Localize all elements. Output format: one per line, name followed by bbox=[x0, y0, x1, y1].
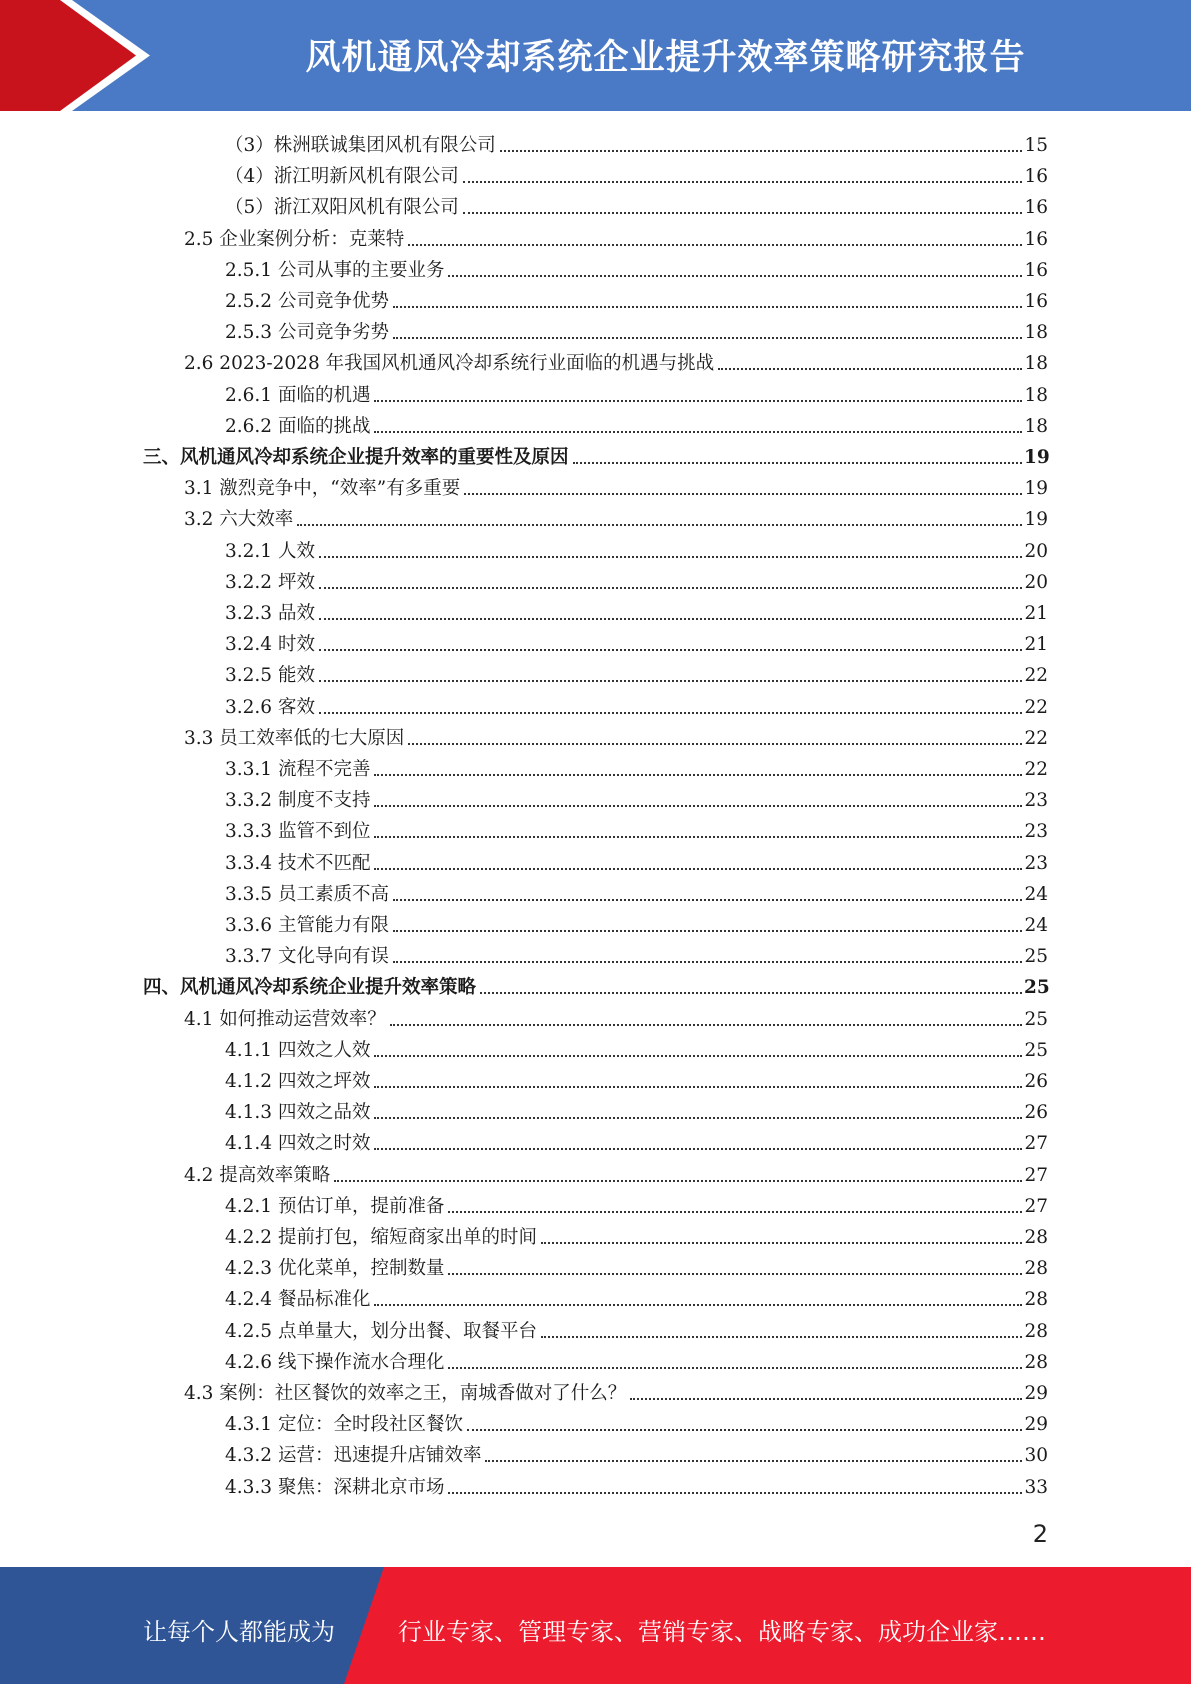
toc-entry-label: 2.6.1 面临的机遇 bbox=[225, 384, 371, 406]
toc-entry[interactable] bbox=[184, 220, 1048, 251]
toc-dot-leader bbox=[541, 1336, 1022, 1338]
toc-entry-label: 3.2.4 时效 bbox=[225, 634, 315, 656]
toc-entry-page: 27 bbox=[1024, 1195, 1048, 1217]
toc-entry-page: 16 bbox=[1024, 228, 1048, 250]
toc-dot-leader bbox=[393, 930, 1022, 932]
toc-entry-page: 20 bbox=[1024, 540, 1048, 562]
toc-dot-leader bbox=[464, 493, 1022, 495]
toc-entry[interactable] bbox=[184, 469, 1048, 500]
toc-entry-label: 2.5.1 公司从事的主要业务 bbox=[225, 259, 445, 281]
toc-entry[interactable] bbox=[225, 1218, 1048, 1249]
toc-entry[interactable] bbox=[225, 1468, 1048, 1499]
red-arrow-logo-icon bbox=[0, 0, 160, 111]
toc-entry-label: 2.5 企业案例分析：克莱特 bbox=[184, 228, 405, 250]
toc-dot-leader bbox=[480, 992, 1022, 994]
toc-entry-page: 23 bbox=[1024, 821, 1048, 843]
toc-entry[interactable] bbox=[225, 1249, 1048, 1280]
toc-entry[interactable] bbox=[184, 500, 1048, 531]
toc-entry-page: 23 bbox=[1024, 790, 1048, 812]
toc-entry-label: （4）浙江明新风机有限公司 bbox=[225, 166, 459, 188]
toc-dot-leader bbox=[319, 618, 1022, 620]
toc-dot-leader bbox=[374, 836, 1022, 838]
toc-dot-leader bbox=[319, 712, 1022, 714]
toc-dot-leader bbox=[500, 150, 1022, 152]
toc-entry-page: 19 bbox=[1024, 478, 1048, 500]
toc-dot-leader bbox=[390, 1024, 1022, 1026]
toc-entry-label: 4.2.3 优化菜单，控制数量 bbox=[225, 1258, 445, 1280]
toc-dot-leader bbox=[408, 743, 1022, 745]
toc-entry-label: 3.2 六大效率 bbox=[184, 509, 294, 531]
toc-entry[interactable] bbox=[225, 656, 1048, 687]
toc-entry-page: 24 bbox=[1024, 915, 1048, 936]
toc-entry-page: 22 bbox=[1024, 696, 1048, 718]
toc-entry-page: 23 bbox=[1024, 852, 1048, 874]
toc-entry-page: 18 bbox=[1024, 322, 1048, 344]
toc-entry[interactable] bbox=[225, 1405, 1048, 1436]
toc-dot-leader bbox=[393, 899, 1022, 901]
toc-entry[interactable] bbox=[225, 625, 1048, 656]
toc-entry-label: 4.1.1 四效之人效 bbox=[225, 1039, 371, 1061]
toc-dot-leader bbox=[448, 1492, 1022, 1494]
toc-entry-page: 19 bbox=[1024, 509, 1048, 531]
toc-entry-label: 3.3.1 流程不完善 bbox=[225, 759, 371, 780]
toc-entry[interactable] bbox=[225, 1124, 1048, 1155]
toc-entry-label: 4.1.2 四效之坪效 bbox=[225, 1071, 371, 1092]
toc-entry-label: 2.6 2023-2028 年我国风机通风冷却系统行业面临的机遇与挑战 bbox=[184, 353, 715, 375]
toc-entry-label: 3.3 员工效率低的七大原因 bbox=[184, 727, 405, 749]
toc-entry-label: 4.3.3 聚焦：深耕北京市场 bbox=[225, 1476, 445, 1498]
toc-entry-page: 24 bbox=[1024, 883, 1048, 905]
toc-dot-leader bbox=[374, 1086, 1022, 1088]
toc-dot-leader bbox=[374, 1117, 1022, 1119]
toc-entry[interactable] bbox=[225, 875, 1048, 906]
toc-entry-label: 3.2.5 能效 bbox=[225, 665, 315, 687]
toc-dot-leader bbox=[448, 1367, 1022, 1369]
toc-entry-page: 16 bbox=[1024, 166, 1048, 188]
toc-entry-label: 4.1 如何推动运营效率？ bbox=[184, 1008, 386, 1030]
toc-dot-leader bbox=[374, 805, 1022, 807]
toc-entry-label: 3.3.2 制度不支持 bbox=[225, 790, 371, 812]
toc-entry[interactable] bbox=[184, 1374, 1048, 1405]
toc-entry-label: 4.2.6 线下操作流水合理化 bbox=[225, 1351, 445, 1373]
toc-entry-label: 2.5.3 公司竞争劣势 bbox=[225, 322, 389, 344]
toc-entry-page: 20 bbox=[1024, 571, 1048, 593]
toc-entry[interactable] bbox=[184, 719, 1048, 750]
toc-dot-leader bbox=[374, 1304, 1022, 1306]
toc-entry-label: 3.2.1 人效 bbox=[225, 540, 315, 562]
toc-entry-page: 22 bbox=[1024, 665, 1048, 687]
toc-entry-label: （5）浙江双阳风机有限公司 bbox=[225, 197, 459, 219]
toc-dot-leader bbox=[374, 868, 1022, 870]
report-title: 风机通风冷却系统企业提升效率策略研究报告 bbox=[305, 38, 1026, 78]
toc-entry[interactable] bbox=[143, 968, 1048, 999]
toc-entry[interactable] bbox=[225, 1312, 1048, 1343]
toc-dot-leader bbox=[393, 306, 1022, 308]
toc-entry-label: 4.2.2 提前打包，缩短商家出单的时间 bbox=[225, 1227, 537, 1248]
toc-entry-page: 27 bbox=[1024, 1164, 1048, 1186]
toc-dot-leader bbox=[374, 1148, 1022, 1150]
toc-entry-label: 三、风机通风冷却系统企业提升效率的重要性及原因 bbox=[143, 447, 569, 468]
toc-dot-leader bbox=[448, 1273, 1022, 1275]
toc-entry-label: 4.2.1 预估订单，提前准备 bbox=[225, 1195, 445, 1217]
toc-entry-label: 4.3 案例：社区餐饮的效率之王，南城香做对了什么？ bbox=[184, 1383, 627, 1404]
toc-entry[interactable] bbox=[225, 750, 1048, 781]
toc-entry[interactable] bbox=[225, 1436, 1048, 1467]
toc-entry-label: 3.2.3 品效 bbox=[225, 603, 315, 624]
toc-entry-label: 2.5.2 公司竞争优势 bbox=[225, 291, 389, 312]
toc-entry[interactable] bbox=[225, 781, 1048, 812]
toc-entry[interactable] bbox=[225, 407, 1048, 438]
toc-dot-leader bbox=[463, 181, 1022, 183]
toc-entry-page: 28 bbox=[1024, 1227, 1048, 1248]
toc-dot-leader bbox=[319, 649, 1022, 651]
toc-entry-page: 21 bbox=[1024, 634, 1048, 656]
toc-entry[interactable] bbox=[225, 1187, 1048, 1218]
toc-entry-page: 30 bbox=[1024, 1445, 1048, 1467]
toc-dot-leader bbox=[374, 774, 1022, 776]
toc-entry-page: 26 bbox=[1024, 1071, 1048, 1092]
toc-entry[interactable] bbox=[225, 157, 1048, 188]
toc-entry-page: 18 bbox=[1024, 384, 1048, 406]
toc-entry-page: 29 bbox=[1024, 1383, 1048, 1404]
toc-entry[interactable] bbox=[184, 344, 1048, 375]
toc-entry-label: 3.3.4 技术不匹配 bbox=[225, 852, 371, 874]
footer-slogan-right: 行业专家、管理专家、营销专家、战略专家、成功企业家…… bbox=[398, 1618, 1046, 1646]
toc-dot-leader bbox=[297, 524, 1022, 526]
toc-entry[interactable] bbox=[225, 532, 1048, 563]
toc-entry-page: 19 bbox=[1024, 447, 1050, 468]
toc-entry-label: （3）株洲联诚集团风机有限公司 bbox=[225, 135, 496, 156]
toc-dot-leader bbox=[319, 587, 1022, 589]
toc-entry-page: 28 bbox=[1024, 1351, 1048, 1373]
toc-entry-page: 27 bbox=[1024, 1133, 1048, 1155]
toc-entry-page: 22 bbox=[1024, 727, 1048, 749]
toc-entry[interactable] bbox=[225, 563, 1048, 594]
toc-dot-leader bbox=[467, 1429, 1022, 1431]
toc-entry[interactable] bbox=[225, 1093, 1048, 1124]
toc-entry-label: 4.1.3 四效之品效 bbox=[225, 1102, 371, 1124]
toc-dot-leader bbox=[319, 556, 1022, 558]
toc-entry-label: 3.1 激烈竞争中，“效率”有多重要 bbox=[184, 478, 461, 500]
toc-dot-leader bbox=[374, 400, 1022, 402]
toc-entry[interactable] bbox=[225, 313, 1048, 344]
toc-entry-label: 4.1.4 四效之时效 bbox=[225, 1133, 371, 1155]
toc-dot-leader bbox=[319, 680, 1022, 682]
toc-entry[interactable] bbox=[225, 1062, 1048, 1093]
toc-dot-leader bbox=[393, 961, 1022, 963]
toc-entry-label: 4.2.4 餐品标准化 bbox=[225, 1289, 371, 1311]
toc-entry-page: 25 bbox=[1024, 1039, 1048, 1061]
toc-entry[interactable] bbox=[184, 1156, 1048, 1187]
toc-dot-leader bbox=[630, 1398, 1022, 1400]
toc-entry-label: 3.2.6 客效 bbox=[225, 696, 315, 718]
toc-entry-page: 28 bbox=[1024, 1320, 1048, 1342]
toc-entry[interactable] bbox=[225, 126, 1048, 157]
toc-entry[interactable] bbox=[225, 812, 1048, 843]
toc-entry[interactable] bbox=[225, 688, 1048, 719]
toc-entry-label: 3.3.3 监管不到位 bbox=[225, 821, 371, 843]
toc-entry-label: 四、风机通风冷却系统企业提升效率策略 bbox=[143, 977, 477, 999]
report-header bbox=[0, 0, 1191, 111]
toc-entry-page: 26 bbox=[1024, 1102, 1048, 1124]
toc-entry-page: 25 bbox=[1024, 946, 1048, 968]
toc-entry[interactable] bbox=[225, 282, 1048, 313]
toc-entry[interactable] bbox=[225, 906, 1048, 937]
toc-entry[interactable] bbox=[225, 376, 1048, 407]
toc-entry-page: 18 bbox=[1024, 353, 1048, 375]
toc-entry-page: 16 bbox=[1024, 259, 1048, 281]
toc-entry-page: 15 bbox=[1024, 135, 1048, 156]
toc-entry-label: 2.6.2 面临的挑战 bbox=[225, 415, 371, 437]
toc-dot-leader bbox=[573, 462, 1022, 464]
toc-entry[interactable] bbox=[225, 594, 1048, 625]
toc-entry-page: 18 bbox=[1024, 415, 1048, 437]
toc-dot-leader bbox=[374, 431, 1022, 433]
toc-dot-leader bbox=[393, 337, 1022, 339]
toc-entry[interactable] bbox=[225, 1280, 1048, 1311]
toc-dot-leader bbox=[334, 1180, 1022, 1182]
toc-dot-leader bbox=[463, 212, 1022, 214]
toc-dot-leader bbox=[485, 1460, 1022, 1462]
toc-entry[interactable] bbox=[225, 188, 1048, 219]
footer-banner bbox=[0, 1567, 1191, 1684]
toc-entry[interactable] bbox=[184, 1000, 1048, 1031]
toc-dot-leader bbox=[541, 1242, 1022, 1244]
toc-dot-leader bbox=[408, 244, 1022, 246]
toc-dot-leader bbox=[374, 1055, 1022, 1057]
toc-entry-label: 4.3.1 定位：全时段社区餐饮 bbox=[225, 1414, 463, 1436]
toc-entry-page: 25 bbox=[1024, 1008, 1048, 1030]
toc-entry-page: 21 bbox=[1024, 603, 1048, 624]
toc-entry-page: 16 bbox=[1024, 197, 1048, 219]
toc-entry-page: 16 bbox=[1024, 291, 1048, 312]
footer-slogan-left: 让每个人都能成为 bbox=[143, 1618, 335, 1646]
toc-entry-label: 3.2.2 坪效 bbox=[225, 571, 315, 593]
page-number: 2 bbox=[1032, 1520, 1048, 1548]
toc-dot-leader bbox=[718, 368, 1022, 370]
toc-entry[interactable] bbox=[225, 844, 1048, 875]
toc-entry-page: 28 bbox=[1024, 1289, 1048, 1311]
toc-entry-page: 33 bbox=[1024, 1476, 1048, 1498]
toc-entry-label: 4.2.5 点单量大，划分出餐、取餐平台 bbox=[225, 1320, 537, 1342]
toc-dot-leader bbox=[448, 1211, 1022, 1213]
toc-entry-page: 22 bbox=[1024, 759, 1048, 780]
toc-entry-label: 4.3.2 运营：迅速提升店铺效率 bbox=[225, 1445, 482, 1467]
toc-entry[interactable] bbox=[225, 1031, 1048, 1062]
toc-entry[interactable] bbox=[225, 1343, 1048, 1374]
toc-entry[interactable] bbox=[225, 937, 1048, 968]
toc-entry-label: 3.3.7 文化导向有误 bbox=[225, 946, 389, 968]
toc-entry-page: 25 bbox=[1024, 977, 1050, 999]
toc-entry-label: 3.3.6 主管能力有限 bbox=[225, 915, 389, 936]
toc-entry-page: 28 bbox=[1024, 1258, 1048, 1280]
toc-entry-label: 4.2 提高效率策略 bbox=[184, 1164, 331, 1186]
toc-entry[interactable] bbox=[143, 438, 1048, 469]
toc-entry-label: 3.3.5 员工素质不高 bbox=[225, 883, 389, 905]
toc-dot-leader bbox=[448, 275, 1022, 277]
toc-entry[interactable] bbox=[225, 251, 1048, 282]
toc-entry-page: 29 bbox=[1024, 1414, 1048, 1436]
